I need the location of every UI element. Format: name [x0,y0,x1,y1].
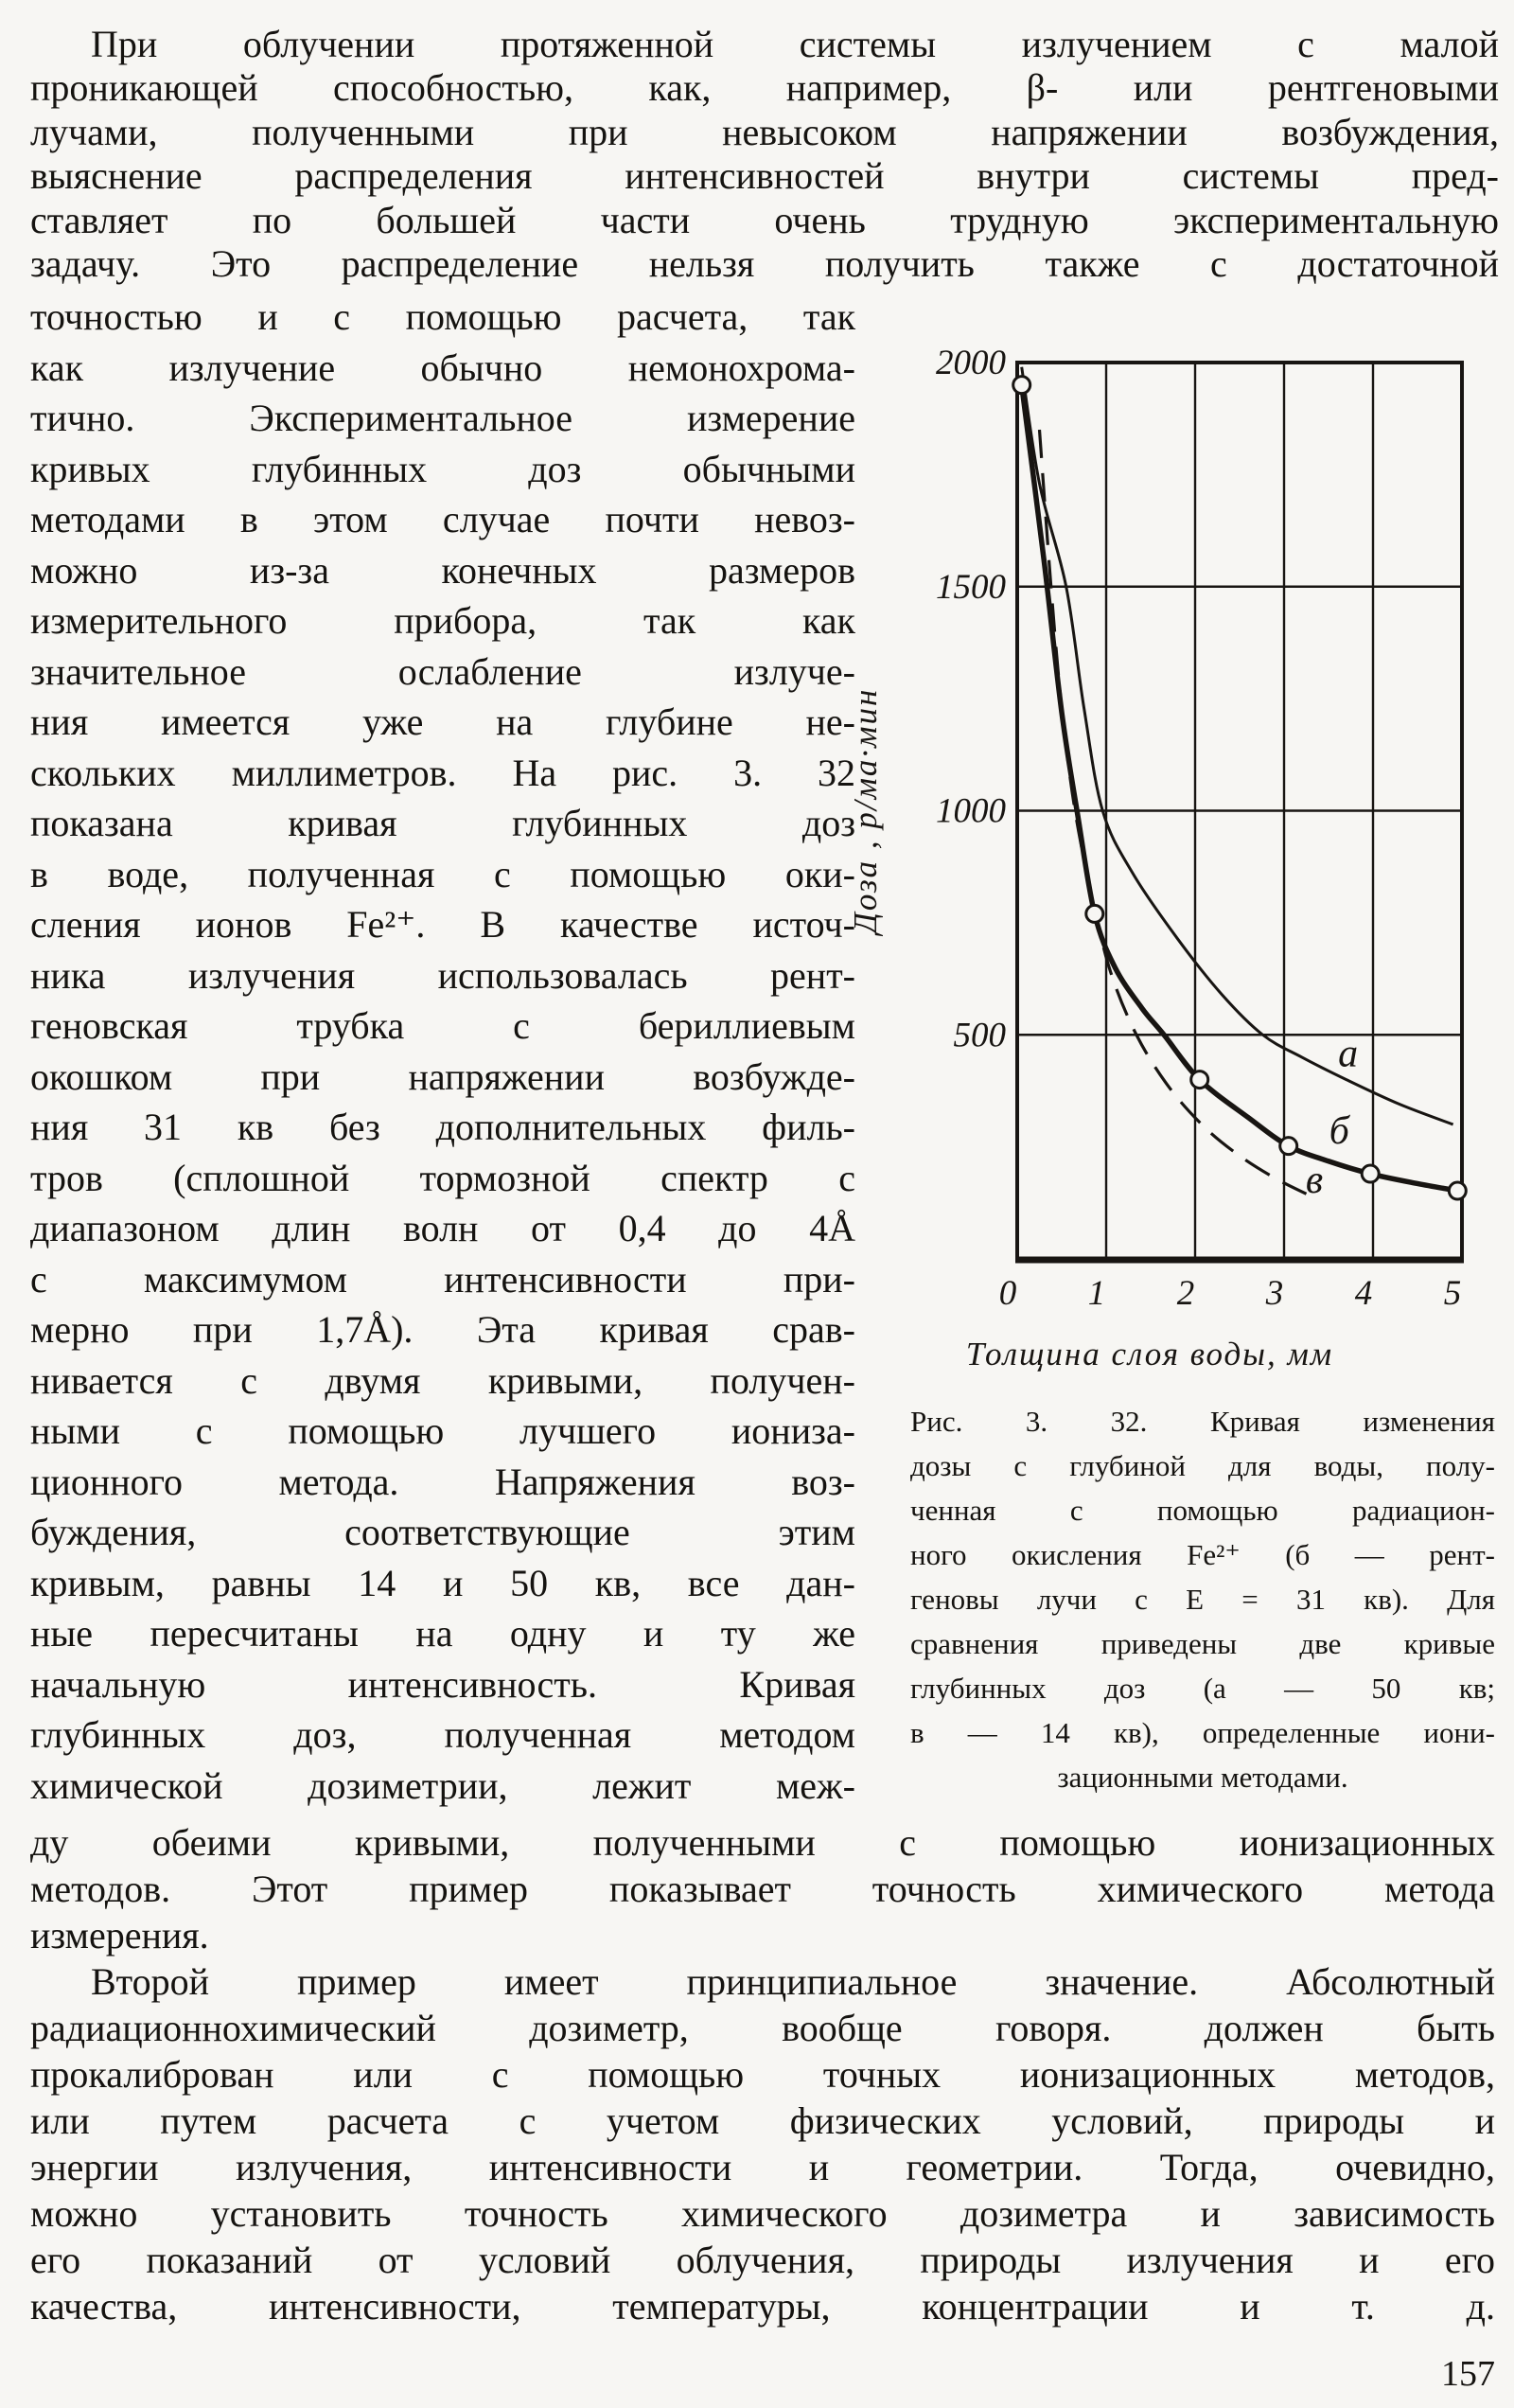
data-point-marker [1362,1165,1379,1182]
text-line: качества, интенсивности, температуры, концентрации и т. д. [30,2285,1495,2328]
y-tick-label: 1000 [936,791,1006,831]
text-line: ния имеется уже на глубине не- [30,700,855,743]
text-line: глубинных доз, полученная методом [30,1713,855,1756]
text-line: измерительного прибора, так как [30,599,855,642]
text-line: ного окисления Fe²⁺ (б — рент- [910,1538,1495,1571]
depth-dose-chart [833,312,1495,1401]
text-line: кривым, равны 14 и 50 кв, все дан- [30,1561,855,1604]
text-line: дозы с глубиной для воды, полу- [910,1449,1495,1482]
depth-dose-chart-figure [833,312,1495,1401]
x-axis-title: Толщина слоя воды, мм [965,1336,1334,1372]
x-tick-label: 5 [1443,1274,1462,1313]
text-line: можно из-за конечных размеров [30,548,855,592]
text-line: прокалиброван или с помощью точных ионизационных методов, [30,2053,1495,2096]
text-line: ния 31 кв без дополнительных филь- [30,1106,855,1148]
text-line: геновы лучи с Е = 31 кв). Для [910,1583,1495,1616]
intro-paragraph [30,23,1499,286]
text-line: ченная с помощью радиацион- [910,1494,1495,1527]
data-point-marker [1086,905,1103,922]
text-line: зационными методами. [1057,1761,1348,1794]
text-line: глубинных доз (а — 50 кв; [910,1672,1495,1705]
text-line: мерно при 1,7Å). Эта кривая срав- [30,1308,855,1351]
text-line: точностью и с помощью расчета, так [30,295,855,338]
curve-а [1022,367,1453,1124]
text-line: кривых глубинных доз обычными [30,447,855,490]
data-point-marker [1013,377,1030,394]
x-tick-label: 0 [998,1274,1017,1313]
data-point-marker [1280,1138,1297,1155]
text-line: в воде, полученная с помощью оки- [30,852,855,895]
closing-paragraphs [30,1819,1495,2329]
text-line: ные пересчитаны на одну и ту же [30,1612,855,1655]
text-line: ционного метода. Напряжения воз- [30,1460,855,1503]
text-line: в — 14 кв), определенные иони- [910,1716,1495,1749]
text-line: радиационнохимический дозиметр, вообще говоря. должен быть [30,2007,1495,2049]
left-text-column [30,292,855,1811]
curve-б [1022,385,1458,1191]
y-tick-label: 1500 [936,567,1006,607]
text-line: или путем расчета с учетом физических условий, природы и [30,2099,1495,2142]
text-line: выяснение распределения интенсивностей внутри системы пред- [30,154,1499,198]
text-line: измерения. [30,1914,209,1956]
text-line: можно установить точность химического дозиметра и зависимость [30,2192,1495,2235]
text-line: методов. Этот пример показывает точность химического метода [30,1868,1495,1910]
y-tick-label: 2000 [936,344,1006,382]
text-line: энергии излучения, интенсивности и геометрии. Тогда, очевидно, [30,2146,1495,2188]
text-line: проникающей способностью, как, например, β- или рентгеновыми [30,66,1499,110]
page-number: 157 [1441,2354,1495,2394]
text-line: начальную интенсивность. Кривая [30,1662,855,1706]
text-line: ставляет по большей части очень трудную экспериментальную [30,198,1499,241]
text-line: Рис. 3. 32. Кривая изменения [910,1405,1495,1438]
text-line: сления ионов Fe²⁺. В качестве источ- [30,903,855,946]
text-line: При облучении протяженной системы излучением с малой [91,23,1499,65]
text-line: тично. Экспериментальное измерение [30,397,855,439]
text-line: нивается с двумя кривыми, получен- [30,1358,855,1402]
y-axis-title: Доза , р/ма·мин [847,687,884,934]
x-tick-label: 4 [1354,1274,1373,1313]
curve-label-а: а [1338,1032,1359,1076]
figure-caption [910,1399,1495,1799]
text-line: диапазоном длин волн от 0,4 до 4Å [30,1207,855,1249]
text-line: лучами, полученными при невысоком напряжении возбуждения, [30,110,1499,153]
text-line: буждения, соответствующие этим [30,1511,855,1553]
x-tick-label: 3 [1265,1274,1284,1313]
data-point-marker [1191,1071,1208,1089]
text-line: скольких миллиметров. На рис. 3. 32 [30,751,855,794]
text-line: методами в этом случае почти невоз- [30,498,855,540]
text-line: его показаний от условий облучения, природы излучения и его [30,2239,1495,2281]
text-line: с максимумом интенсивности при- [30,1257,855,1301]
x-tick-label: 1 [1087,1274,1106,1313]
text-line: тров (сплошной тормозной спектр с [30,1156,855,1199]
curve-label-б: б [1329,1108,1349,1153]
text-line: задачу. Это распределение нельзя получить также с достаточной [30,242,1499,286]
x-tick-label: 2 [1176,1274,1195,1313]
text-line: геновская трубка с бериллиевым [30,1004,855,1047]
text-line: значительное ослабление излуче- [30,649,855,693]
text-line: ными с помощью лучшего иониза- [30,1409,855,1452]
y-tick-label: 500 [953,1016,1006,1055]
text-line: окошком при напряжении возбужде- [30,1054,855,1098]
curve-label-в: в [1305,1158,1324,1202]
text-line: как излучение обычно немонохрома- [30,345,855,389]
text-line: сравнения приведены две кривые [910,1627,1495,1660]
text-line: ника излучения использовалась рент- [30,953,855,997]
text-line: Второй пример имеет принципиальное значение. Абсолютный [91,1960,1495,2003]
text-line: показана кривая глубинных доз [30,802,855,844]
text-line: ду обеими кривыми, полученными с помощью ионизационных [30,1821,1495,1864]
data-point-marker [1449,1182,1466,1199]
text-line: химической дозиметрии, лежит меж- [30,1763,855,1807]
